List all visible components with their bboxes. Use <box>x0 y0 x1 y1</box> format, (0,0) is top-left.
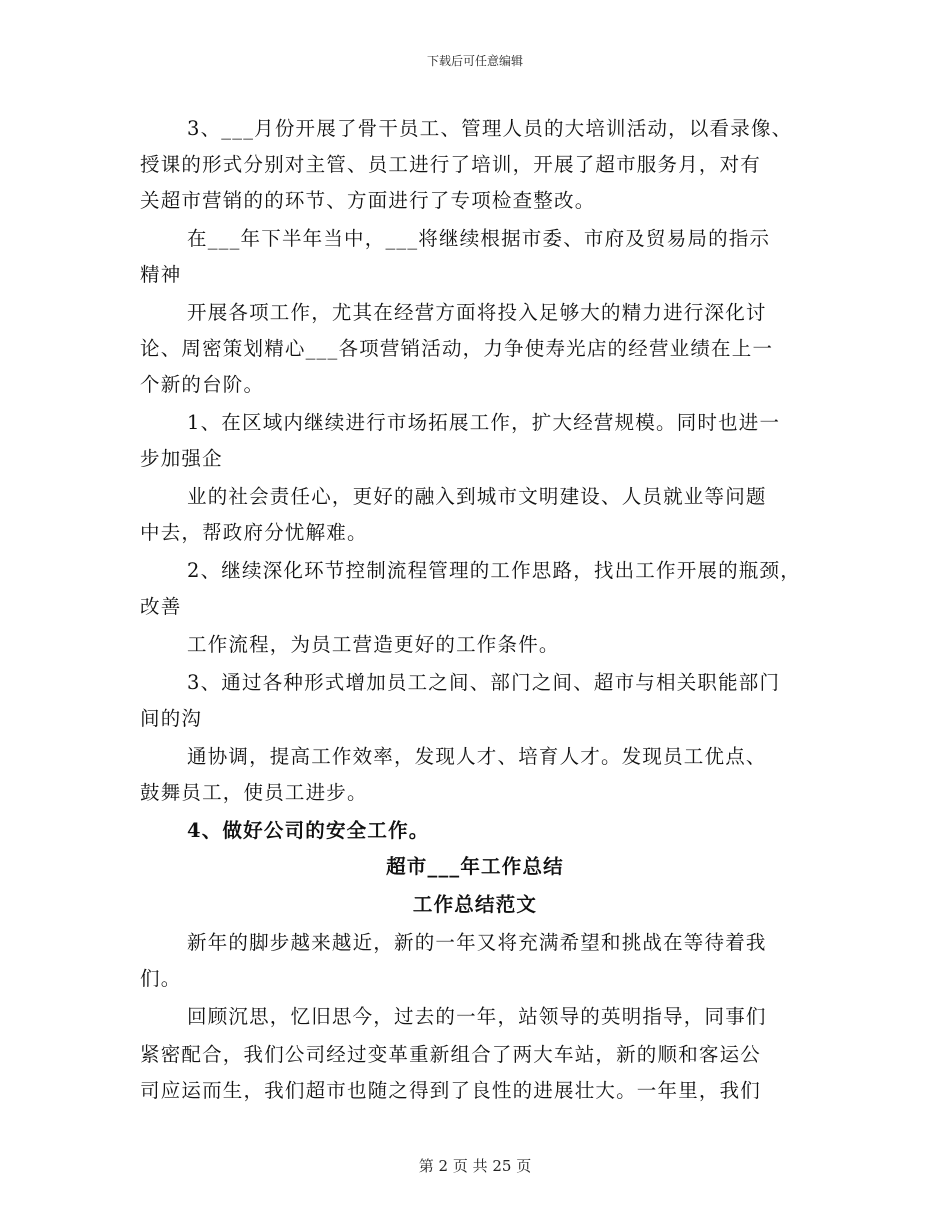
body-line: 步加强企 <box>140 447 223 470</box>
body-line: 工作流程，为员工营造更好的工作条件。 <box>187 633 560 656</box>
body-line: 业的社会责任心，更好的融入到城市文明建设、人员就业等问题 <box>187 485 767 508</box>
body-line: 精神 <box>140 263 182 286</box>
body-line: 3、通过各种形式增加员工之间、部门之间、超市与相关职能部门 <box>187 671 781 694</box>
body-line: 3、___月份开展了骨干员工、管理人员的大培训活动，以看录像、 <box>187 117 793 140</box>
body-line: 个新的台阶。 <box>140 373 265 396</box>
body-line: 回顾沉思，忆旧思今，过去的一年，站领导的英明指导，同事们 <box>187 1005 767 1028</box>
body-line: 紧密配合，我们公司经过变革重新组合了两大车站，新的顺和客运公 <box>140 1043 762 1066</box>
body-line: 间的沟 <box>140 707 203 730</box>
body-line: 通协调，提高工作效率，发现人才、培育人才。发现员工优点、 <box>187 745 767 768</box>
page-footer: 第 2 页 共 25 页 <box>418 1157 532 1175</box>
section-subtitle: 工作总结范文 <box>412 893 538 916</box>
body-line: 司应运而生，我们超市也随之得到了良性的进展壮大。一年里，我们 <box>140 1079 762 1102</box>
page-header: 下载后可任意编辑 <box>426 54 523 68</box>
body-line: 1、在区域内继续进行市场拓展工作，扩大经营规模。同时也进一 <box>187 411 781 434</box>
body-line: 在___年下半年当中，___将继续根据市委、市府及贸易局的指示 <box>187 227 771 250</box>
body-line: 新年的脚步越来越近，新的一年又将充满希望和挑战在等待着我 <box>187 931 767 954</box>
body-line: 开展各项工作，尤其在经营方面将投入足够大的精力进行深化讨 <box>187 301 767 324</box>
body-line: 4、做好公司的安全工作。 <box>187 819 430 842</box>
body-line: 中去，帮政府分忧解难。 <box>140 521 368 544</box>
body-line: 关超市营销的的环节、方面进行了专项检查整改。 <box>140 189 596 212</box>
body-line: 授课的形式分别对主管、员工进行了培训，开展了超市服务月，对有 <box>140 153 762 176</box>
body-line: 2、继续深化环节控制流程管理的工作思路，找出工作开展的瓶颈， <box>187 559 801 582</box>
body-line: 们。 <box>140 967 182 990</box>
body-line: 论、周密策划精心___各项营销活动，力争使寿光店的经营业绩在上一 <box>140 337 774 360</box>
body-line: 改善 <box>140 595 182 618</box>
section-title: 超市___年工作总结 <box>386 855 564 878</box>
body-line: 鼓舞员工，使员工进步。 <box>140 781 368 804</box>
